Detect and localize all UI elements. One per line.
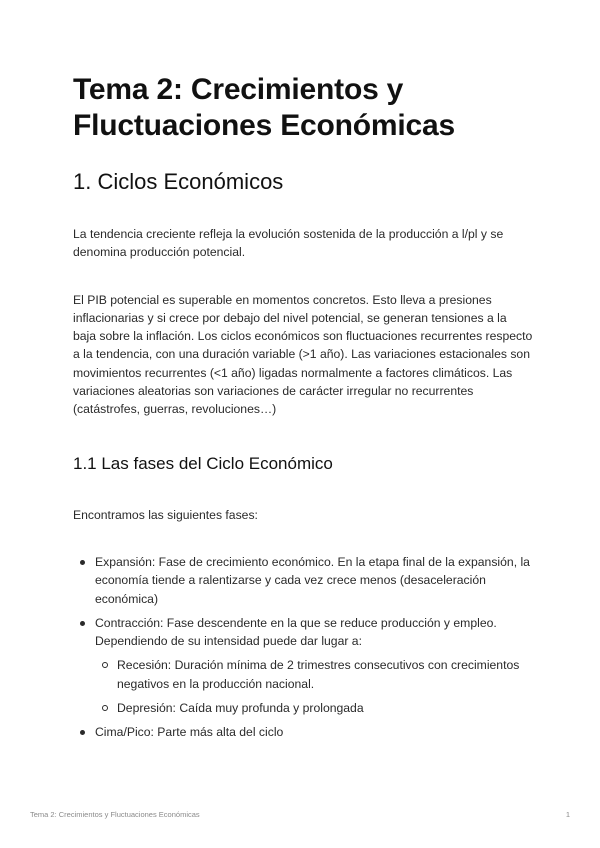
contraction-sublist (95, 656, 533, 717)
sublist-item-text: Recesión: Duración mínima de 2 trimestres consecutivos con crecimientos negativos en la producción nacional. (117, 658, 520, 691)
list-item (95, 614, 533, 717)
list-item-text: Expansión: Fase de crecimiento económico. En la etapa final de la expansión, la economía tiende a ralentizarse y cada vez crece menos (desaceleración económica) (95, 554, 530, 606)
paragraph: El PIB potencial es superable en momentos concretos. Esto lleva a presiones inflacionarias y si crece por debajo del nivel potencial, se generan tensiones a la baja sobre la inflación. Los ciclos económicos son fluctuaciones recurrentes respecto a la tendencia, con una duración variable (>1 año). Las variaciones estacionales son movimientos recurrentes (<1 año) ligadas normalmente a factores climáticos. Las variaciones aleatorias son variaciones de carácter irregular no recurrentes (catástrofes, guerras, revoluciones…) (73, 292, 533, 417)
section-heading: 1. Ciclos Económicos (73, 169, 284, 194)
list-item (95, 723, 533, 741)
intro-paragraph: Encontramos las siguientes fases: (73, 507, 258, 522)
sublist-item (117, 656, 533, 693)
phases-list (73, 553, 533, 742)
footer-page-number: 1 (565, 810, 570, 819)
sublist-item (117, 699, 533, 717)
sublist-item-text: Depresión: Caída muy profunda y prolongada (117, 701, 364, 716)
document-title: Tema 2: Crecimientos y Fluctuaciones Económicas (73, 73, 455, 142)
list-item (95, 553, 533, 608)
list-item-text: Contracción: Fase descendente en la que se reduce producción y empleo. Dependiendo de su intensidad puede dar lugar a: (95, 615, 497, 649)
footer-title: Tema 2: Crecimientos y Fluctuaciones Económicas (30, 810, 200, 819)
paragraph: La tendencia creciente refleja la evolución sostenida de la producción a l/pl y se denomina producción potencial. (73, 227, 504, 260)
list-item-text: Cima/Pico: Parte más alta del ciclo (95, 725, 284, 740)
page-content (73, 72, 533, 748)
subsection-heading: 1.1 Las fases del Ciclo Económico (73, 453, 333, 473)
